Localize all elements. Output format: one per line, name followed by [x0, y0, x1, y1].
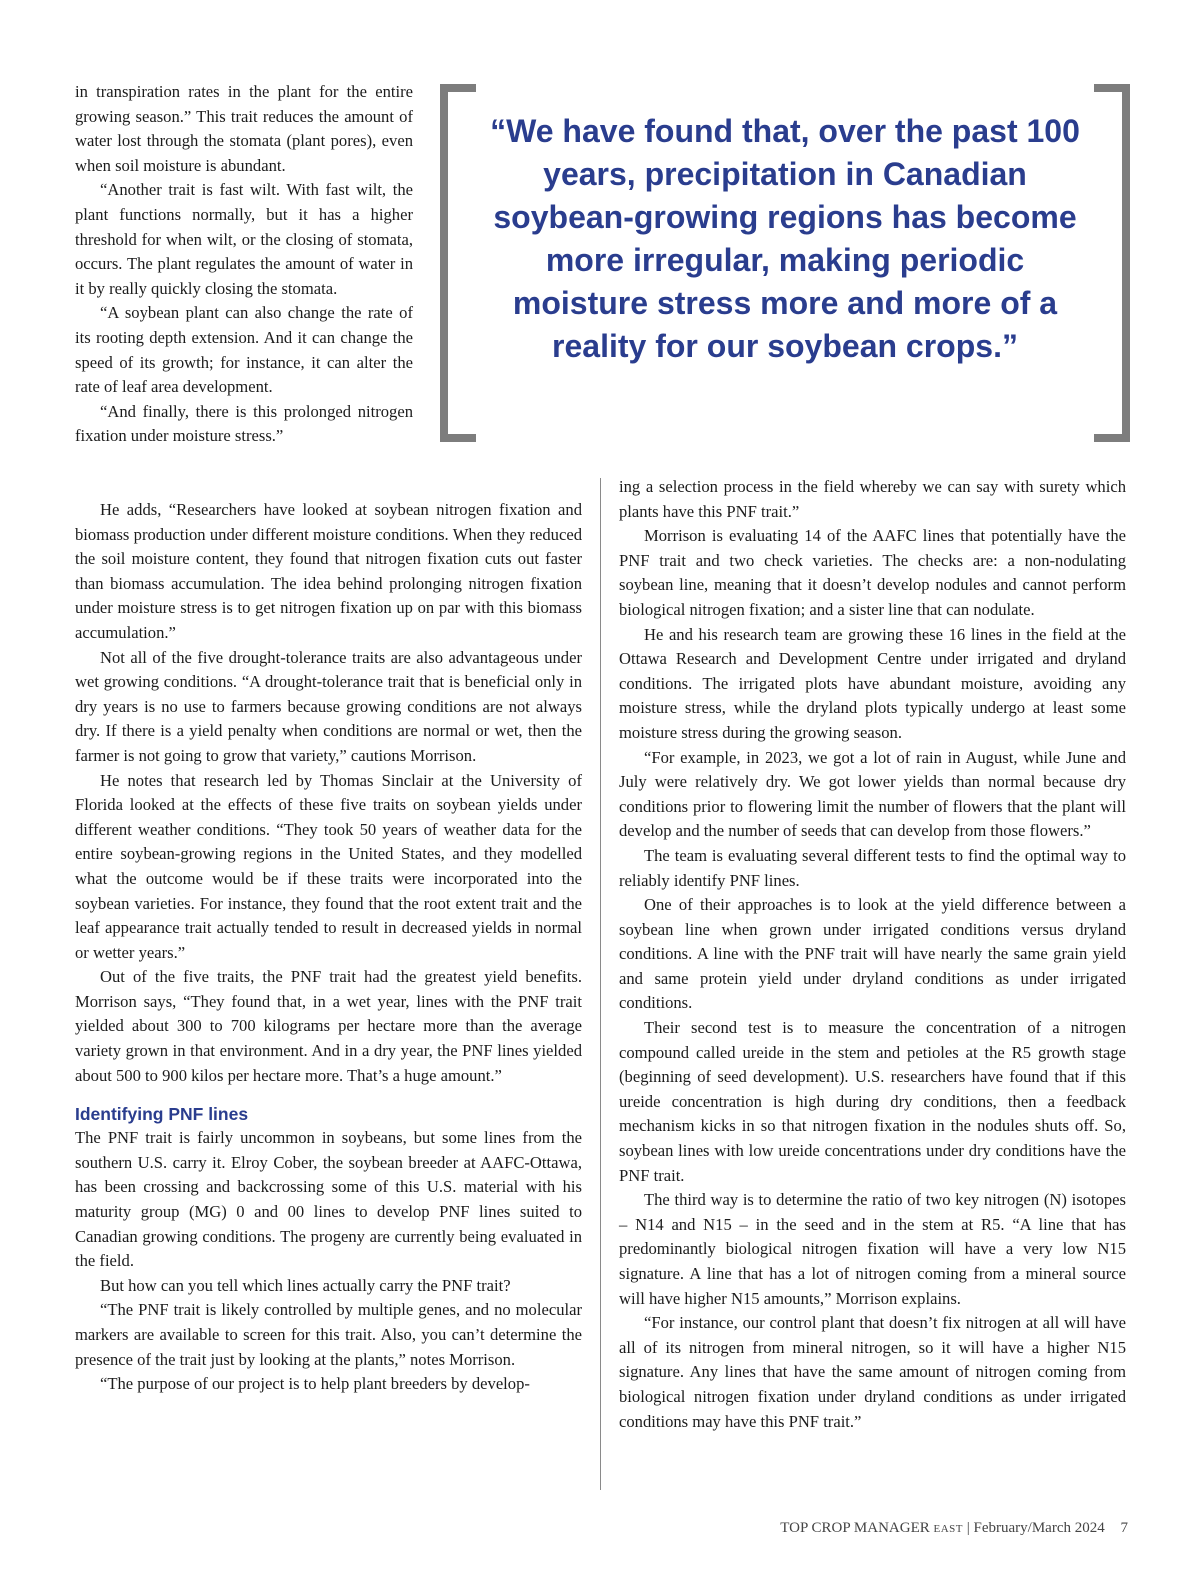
- paragraph: “The PNF trait is likely controlled by multiple genes, and no molecular markers are available to screen for this trait. Also, you can’t determine the presence of the trait just by looking at the plants,” notes Morrison.: [75, 1300, 582, 1369]
- left-bracket: [440, 84, 476, 442]
- paragraph: He notes that research led by Thomas Sinclair at the University of Florida looked at the effects of these five traits on soybean yields under different weather conditions. “They took 50 years of weather data for the entire soybean-growing regions in the United States, and they modelled what the outcome would be if these traits were incorporated into the soybean varieties. For instance, they found that the root extent trait and the leaf appearance trait actually tended to result in decreased yields in normal or wetter years.”: [75, 770, 582, 962]
- paragraph: Not all of the five drought-tolerance traits are also advantageous under wet growing conditions. “A drought-tolerance trait that is beneficial only in dry years is no use to farmers because growing conditions are not always dry. If there is a yield penalty when conditions are normal or wet, then the farmer is not going to grow that variety,” cautions Morrison.: [75, 647, 582, 765]
- paragraph: “For instance, our control plant that doesn’t fix nitrogen at all will have all of its nitrogen from mineral nitrogen, so it will have a higher N15 signature. Any lines that have the same amount of nitrogen coming from biological nitrogen fixation under dryland conditions as under irrigated conditions may have this PNF trait.”: [619, 1313, 1126, 1431]
- paragraph: “And finally, there is this prolonged nitrogen fixation under moisture stress.”: [75, 401, 413, 446]
- paragraph: The team is evaluating several different tests to find the optimal way to reliably identify PNF lines.: [619, 845, 1126, 890]
- paragraph: The PNF trait is fairly uncommon in soybeans, but some lines from the southern U.S. carry it. Elroy Cober, the soybean breeder at AAFC-Ottawa, has been crossing and backcrossing some of this U.S. material with his maturity group (MG) 0 and 00 lines to develop PNF lines suited to Canadian growing conditions. The progeny are currently being evaluated in the field.: [75, 1128, 582, 1271]
- paragraph: One of their approaches is to look at the yield difference between a soybean line when grown under irrigated conditions versus dryland conditions. A line with the PNF trait will have nearly the same grain yield and same protein yield under dryland conditions as under irrigated conditions.: [619, 895, 1126, 1013]
- paragraph: Their second test is to measure the concentration of a nitrogen compound called ureide in the stem and petioles at the R5 growth stage (beginning of seed development). U.S. researchers have found that if this ureide concentration is high during dry conditions, then a feedback mechanism kicks in so that nitrogen fixation in the nodules shuts off. So, soybean lines with low ureide concentrations under dry conditions have the PNF trait.: [619, 1018, 1126, 1185]
- paragraph: He adds, “Researchers have looked at soybean nitrogen fixation and biomass production under different moisture conditions. When they reduced the soil moisture content, they found that nitrogen fixation cuts out faster than biomass accumulation. The idea behind prolonging nitrogen fixation under moisture stress is to get nitrogen fixation up on par with this biomass accumulation.”: [75, 500, 582, 642]
- paragraph: He and his research team are growing these 16 lines in the field at the Ottawa Research and Development Centre under irrigated and dryland conditions. The irrigated plots have abundant moisture, avoiding any moisture stress, while the dryland plots typically undergo at least some moisture stress during the growing season.: [619, 624, 1126, 742]
- left-column-body-continued: [75, 1126, 582, 1397]
- pull-quote: [440, 84, 1130, 444]
- issue-date: February/March 2024: [973, 1520, 1105, 1536]
- magazine-edition: EAST: [933, 1523, 964, 1535]
- top-left-column: [75, 80, 413, 449]
- paragraph: “Another trait is fast wilt. With fast wilt, the plant functions normally, but it has a higher threshold for when wilt, or the closing of stomata, occurs. The plant regulates the amount of water in it by really quickly closing the stomata.: [75, 180, 413, 298]
- right-column: [619, 475, 1126, 1434]
- paragraph: “A soybean plant can also change the rate of its rooting depth extension. And it can change the speed of its growth; for instance, it can alter the rate of leaf area development.: [75, 303, 413, 397]
- pull-quote-text: “We have found that, over the past 100 years, precipitation in Canadian soybean-growing regions has become more irregular, making periodic moisture stress more and more of a reality for our soybean crops.”: [490, 113, 1080, 364]
- magazine-name: TOP CROP MANAGER: [780, 1520, 930, 1536]
- paragraph: The third way is to determine the ratio of two key nitrogen (N) isotopes – N14 and N15 – in the seed and in the stem at R5. “A line that has predominantly biological nitrogen fixation will have a very low N15 signature. A line that has a lot of nitrogen coming from a mineral source will have higher N15 amounts,” Morrison explains.: [619, 1190, 1126, 1308]
- section-heading: Identifying PNF lines: [75, 1104, 249, 1125]
- paragraph: in transpiration rates in the plant for the entire growing season.” This trait reduces the amount of water lost through the stomata (plant pores), even when soil moisture is abundant.: [75, 82, 413, 175]
- paragraph: “For example, in 2023, we got a lot of rain in August, while June and July were relatively dry. We got lower yields than normal because dry conditions prior to flowering limit the number of flowers that the plant will develop and the number of seeds that can develop from those flowers.”: [619, 747, 1126, 841]
- left-column-body: [75, 498, 582, 1088]
- paragraph: Out of the five traits, the PNF trait had the greatest yield benefits. Morrison says, “They found that, in a wet year, lines with the PNF trait yielded about 300 to 700 kilograms per hectare more than the average variety grown in that environment. And in a dry year, the PNF lines yielded about 500 to 900 kilos per hectare more. That’s a huge amount.”: [75, 967, 582, 1085]
- page-footer: [650, 1520, 1128, 1537]
- right-bracket: [1094, 84, 1130, 442]
- left-column: [75, 498, 582, 1397]
- paragraph: ing a selection process in the field whereby we can say with surety which plants have this PNF trait.”: [619, 477, 1126, 521]
- paragraph: Morrison is evaluating 14 of the AAFC lines that potentially have the PNF trait and two check varieties. The checks are: a non-nodulating soybean line, meaning that it doesn’t develop nodules and cannot perform biological nitrogen fixation; and a sister line that can nodulate.: [619, 526, 1126, 619]
- paragraph: But how can you tell which lines actually carry the PNF trait?: [100, 1275, 511, 1295]
- column-divider: [600, 478, 601, 1490]
- footer-separator: |: [966, 1520, 970, 1536]
- paragraph: “The purpose of our project is to help plant breeders by develop-: [100, 1374, 530, 1394]
- page-number: 7: [1120, 1520, 1128, 1536]
